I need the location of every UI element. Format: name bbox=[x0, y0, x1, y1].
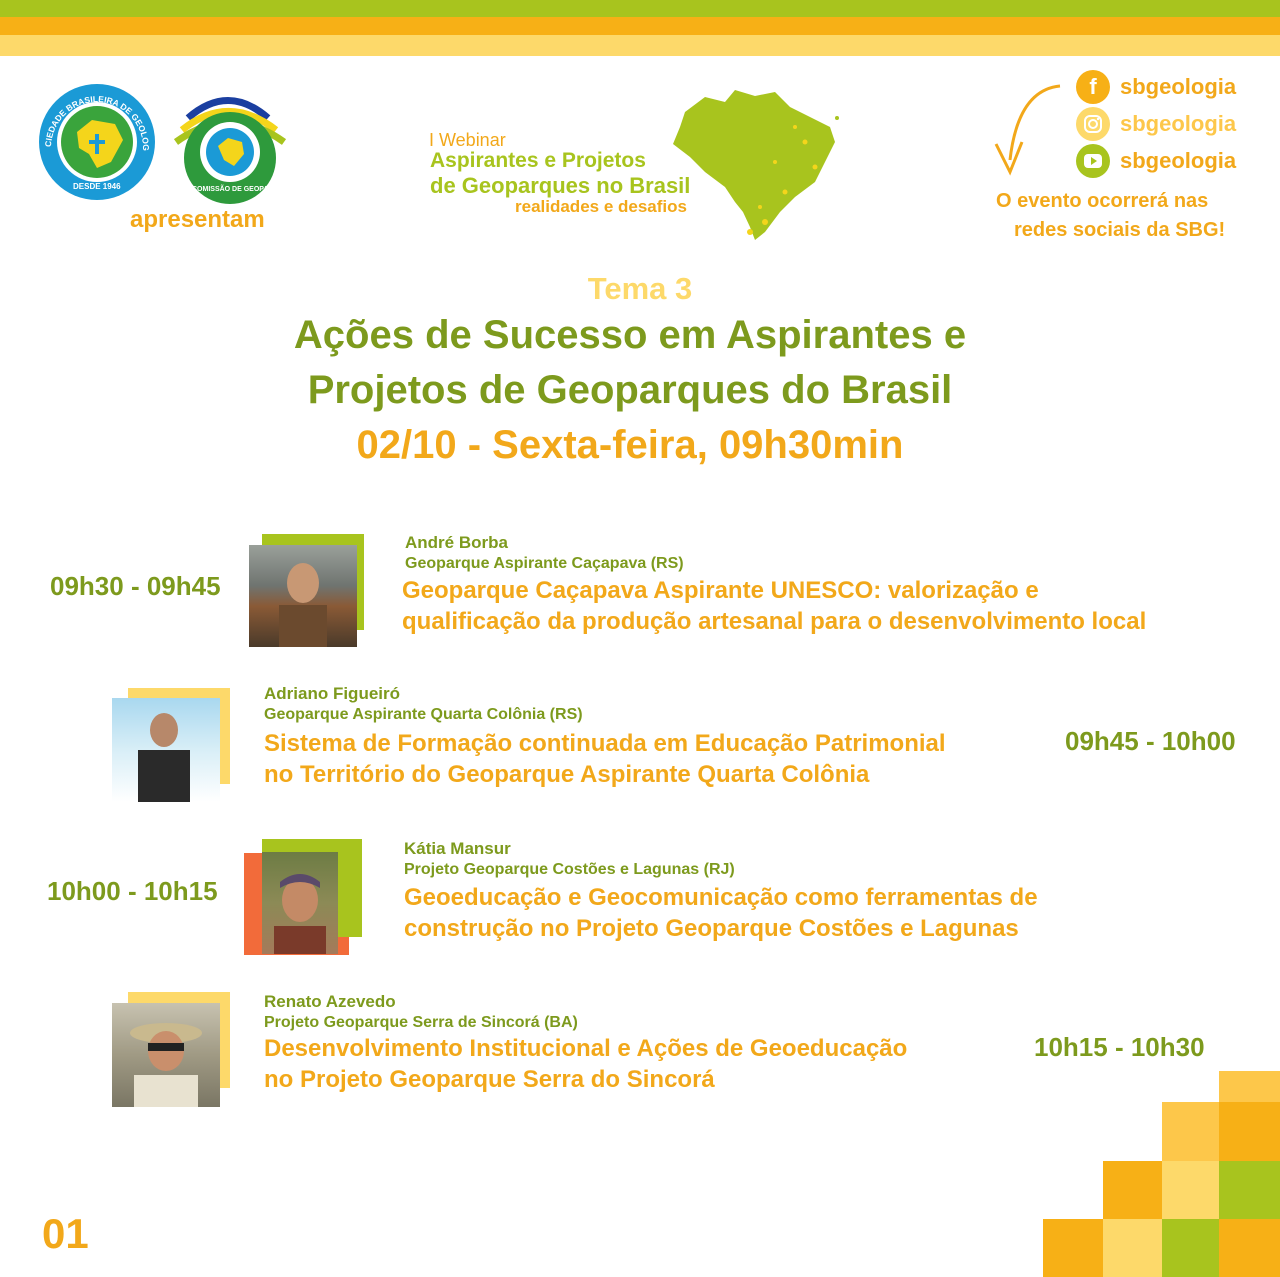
speaker-name: Renato Azevedo bbox=[264, 992, 396, 1011]
theme-title-line1: Ações de Sucesso em Aspirantes e bbox=[293, 313, 967, 357]
talk-title-line1: Sistema de Formação continuada em Educação Patrimonial bbox=[264, 730, 946, 757]
speaker-name: André Borba bbox=[405, 533, 508, 552]
talk-title-line2: construção no Projeto Geoparque Costões e Lagunas bbox=[404, 915, 1019, 942]
social-handle-instagram: sbgeologia bbox=[1120, 111, 1237, 136]
speaker-org: Geoparque Aspirante Caçapava (RS) bbox=[405, 555, 684, 572]
talk-title-line2: no Projeto Geoparque Serra do Sincorá bbox=[264, 1066, 715, 1093]
speaker-photo bbox=[112, 1003, 220, 1107]
social-instagram[interactable] bbox=[1076, 107, 1236, 141]
social-handle-facebook: sbgeologia bbox=[1120, 74, 1237, 99]
sbg-logo bbox=[37, 82, 157, 202]
commission-logo bbox=[168, 88, 294, 206]
speaker-photo bbox=[262, 852, 338, 954]
talk-title-line2: qualificação da produção artesanal para o desenvolvimento local bbox=[402, 608, 1147, 635]
social-note-line1: O evento ocorrerá nas bbox=[996, 190, 1209, 212]
sbg-logo-text-bottom: DESDE 1946 bbox=[73, 182, 121, 191]
brazil-map bbox=[665, 82, 843, 242]
social-handle-youtube: sbgeologia bbox=[1120, 148, 1237, 173]
top-stripe-green bbox=[0, 0, 1280, 17]
webinar-title-line3: de Geoparques no Brasil bbox=[430, 173, 691, 198]
theme-title-line2: Projetos de Geoparques do Brasil bbox=[307, 368, 953, 412]
talk-title-line1: Geoeducação e Geocomunicação como ferramentas de bbox=[404, 884, 1038, 911]
social-facebook[interactable] bbox=[1076, 70, 1236, 104]
session-time: 10h15 - 10h30 bbox=[1034, 1032, 1205, 1062]
speaker-photo bbox=[112, 698, 220, 802]
session-time: 09h30 - 09h45 bbox=[50, 571, 221, 601]
webinar-title-line4: realidades e desafios bbox=[515, 197, 687, 216]
webinar-title-line1: I Webinar bbox=[429, 130, 506, 150]
speaker-photo bbox=[249, 545, 357, 647]
talk-title-line1: Geoparque Caçapava Aspirante UNESCO: valorização e bbox=[402, 577, 1039, 604]
social-note-line2: redes sociais da SBG! bbox=[1014, 219, 1226, 241]
page-number: 01 bbox=[42, 1210, 89, 1257]
webinar-title-line2: Aspirantes e Projetos bbox=[430, 149, 646, 172]
talk-title-line1: Desenvolvimento Institucional e Ações de Geoeducação bbox=[264, 1035, 908, 1062]
speaker-org: Projeto Geoparque Costões e Lagunas (RJ) bbox=[404, 861, 735, 878]
theme-label: Tema 3 bbox=[587, 271, 693, 306]
commission-logo-text: COMISSÃO DE GEOPARQUES bbox=[192, 186, 294, 193]
presenters-label: apresentam bbox=[130, 206, 265, 233]
social-youtube[interactable] bbox=[1076, 144, 1236, 178]
arrow-icon bbox=[988, 80, 1068, 180]
session-time: 09h45 - 10h00 bbox=[1065, 726, 1236, 756]
theme-date: 02/10 - Sexta-feira, 09h30min bbox=[356, 423, 904, 467]
session-time: 10h00 - 10h15 bbox=[47, 876, 218, 906]
talk-title-line2: no Território do Geoparque Aspirante Quarta Colônia bbox=[264, 761, 870, 788]
facebook-icon: f bbox=[1076, 70, 1110, 104]
svg-text:SOCIEDADE BRASILEIRA DE GEOLOG: CIEDADE BRASILEIRA DE GEOLOG bbox=[42, 93, 152, 151]
instagram-icon bbox=[1076, 107, 1110, 141]
speaker-org: Projeto Geoparque Serra de Sincorá (BA) bbox=[264, 1014, 578, 1031]
speaker-name: Adriano Figueiró bbox=[264, 684, 400, 703]
top-stripe-yellow bbox=[0, 35, 1280, 56]
youtube-icon bbox=[1076, 144, 1110, 178]
speaker-org: Geoparque Aspirante Quarta Colônia (RS) bbox=[264, 706, 583, 723]
speaker-name: Kátia Mansur bbox=[404, 839, 511, 858]
top-stripe-orange bbox=[0, 17, 1280, 35]
